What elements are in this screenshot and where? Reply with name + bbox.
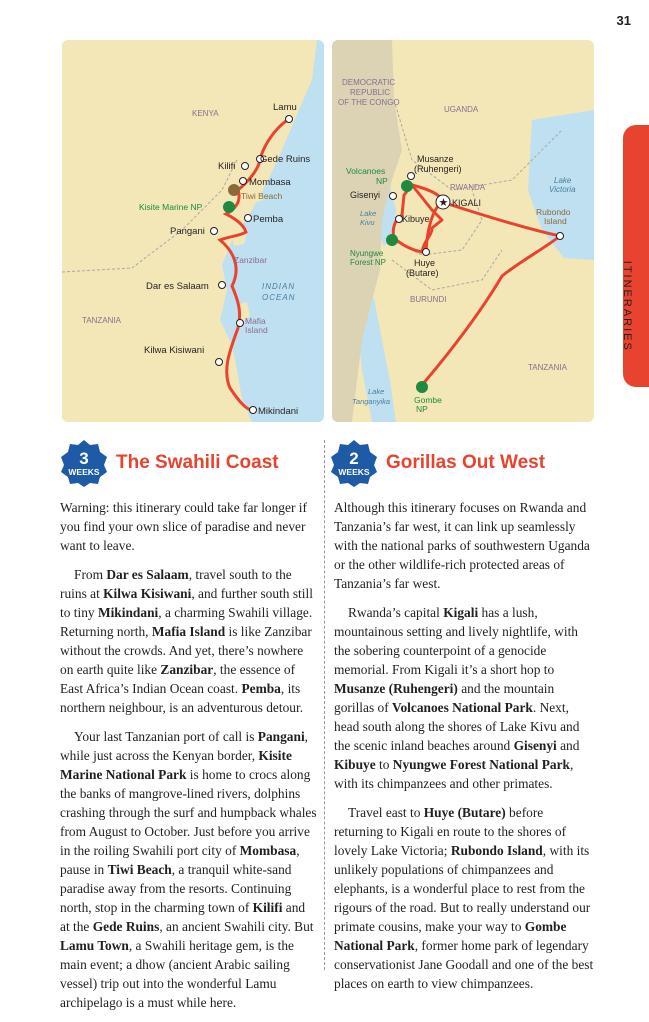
place-name: Rubondo Island	[450, 843, 543, 858]
map-label-drc-3: OF THE CONGO	[338, 98, 400, 107]
map-label-victoria-2: Victoria	[549, 185, 576, 194]
page-number: 31	[616, 13, 631, 28]
map-label-huye-1: Huye	[414, 258, 436, 268]
place-name: Kilifi	[252, 900, 283, 915]
text-run: is like Zanzibar without the crowds. And yet, there’s nowhere on earth quite like	[60, 624, 312, 677]
place-name: Kilwa Kisiwani	[103, 586, 192, 601]
map-label-uganda: UGANDA	[444, 105, 479, 114]
map-label-nyungwe-1: Nyungwe	[350, 249, 384, 258]
map-label-kivu-2: Kivu	[360, 218, 375, 227]
map-label-kigali: KIGALI	[452, 198, 482, 208]
place-name: Mafia Island	[151, 624, 226, 639]
gorillas-map	[332, 40, 594, 422]
swahili-coast-map	[62, 40, 324, 422]
map-label-tanzania: TANZANIA	[82, 316, 121, 325]
map-label-lamu: Lamu	[273, 102, 297, 113]
map-label-musanze-2: (Ruhengeri)	[414, 164, 462, 174]
svg-text:★: ★	[438, 197, 449, 209]
text-run: , with its chimpanzees and other primates.	[334, 757, 574, 791]
map-label-drc-1: DEMOCRATIC	[342, 78, 396, 87]
map-label-gede: Gede Ruins	[260, 154, 311, 165]
map-label-gombe-2: NP	[416, 404, 428, 414]
paragraph	[334, 803, 594, 993]
place-name: Gisenyi	[513, 738, 557, 753]
map-label-ocean-1: INDIAN	[262, 282, 296, 291]
section-tab-label	[607, 135, 633, 385]
place-name: Tiwi Beach	[107, 862, 172, 877]
text-run: before returning to Kigali en route to the shores of lovely Lake Victoria;	[334, 805, 567, 858]
place-name: Pangani	[257, 729, 305, 744]
swahili-heading	[60, 441, 279, 485]
map-label-zanzibar: Zanzibar	[234, 255, 268, 265]
place-name: Lamu Town	[60, 938, 129, 953]
map-label-tang-2: Tanganyika	[352, 397, 391, 406]
section-tab-strong: PLAN YOUR TRIP	[621, 135, 633, 256]
map-label-tang-1: Lake	[368, 387, 385, 396]
place-name: Mikindani	[97, 605, 159, 620]
paragraph	[334, 498, 594, 593]
text-run: , the essence of East Africa’s Indian Ocean coast.	[60, 662, 296, 696]
place-name: Gombe National Park	[334, 919, 567, 953]
map-label-mikindani: Mikindani	[258, 406, 299, 417]
map-label-volcanoes-2: NP	[376, 176, 388, 186]
text-run: From	[74, 567, 107, 582]
map-label-mafia-1: Mafia	[245, 316, 266, 326]
badge-unit: WEEKS	[338, 467, 370, 477]
place-name: Dar es Salaam	[106, 567, 189, 582]
text-run: has a lush, mountainous setting and lively nightlife, with the sobering counterpoint of a genocide memorial. From Kigali it’s a short hop to	[334, 605, 578, 677]
text-run: and	[556, 738, 580, 753]
map-label-musanze-1: Musanze	[417, 154, 454, 164]
map-label-gombe-1: Gombe	[414, 395, 442, 405]
map-label-rwanda: RWANDA	[450, 183, 486, 192]
map-label-rubondo-1: Rubondo	[536, 207, 571, 217]
text-run: and the mountain gorillas of	[334, 681, 555, 715]
map-label-pemba: Pemba	[253, 214, 284, 225]
text-run: , an ancient Swahili city. But	[159, 919, 314, 934]
column-divider	[324, 440, 325, 970]
paragraph	[60, 727, 318, 1012]
duration-badge	[60, 439, 108, 487]
map-label-kilifi: Kilifi	[218, 161, 236, 172]
place-name: Kisite Marine National Park	[60, 748, 292, 782]
text-run: to	[375, 757, 393, 772]
section-tab-rest: ITINERARIES	[621, 260, 633, 352]
map-label-tanzania-r: TANZANIA	[528, 363, 567, 372]
gorillas-body	[334, 498, 594, 1003]
map-label-drc-2: REPUBLIC	[350, 88, 391, 97]
text-run: , a charming Swahili village. Returning north,	[60, 605, 313, 639]
text-run: , pause in	[60, 843, 300, 877]
map-label-mombasa: Mombasa	[249, 177, 291, 188]
map-label-nyungwe-2: Forest NP	[350, 258, 387, 267]
text-run: , while just across the Kenyan border,	[60, 729, 309, 763]
map-label-burundi: BURUNDI	[410, 295, 447, 304]
text-run: . Next, head south along the shores of Lake Kivu and the scenic inland beaches around	[334, 700, 580, 753]
text-run: , travel south to the ruins at	[60, 567, 292, 601]
place-name: Kigali	[443, 605, 479, 620]
map-label-huye-2: (Butare)	[406, 268, 439, 278]
text-run: , former home park of legendary conservationist Jane Goodall and one of the best places on earth to view chimpanzees.	[334, 938, 594, 991]
text-run: , its northern neighbour, is an adventurous detour.	[60, 681, 304, 715]
map-label-kibuye: Kibuye	[402, 214, 430, 224]
map-label-victoria-1: Lake	[554, 176, 572, 185]
paragraph	[60, 498, 318, 555]
text-run: is home to crocs along the banks of mangrove-lined rivers, dolphins crashing through the surf and humpback whales from August to October. Just before you arrive in the roiling Swahili port city of	[60, 767, 317, 858]
map-label-kenya: KENYA	[192, 109, 219, 118]
place-name: Mombasa	[239, 843, 297, 858]
place-name: Musanze (Ruhengeri)	[334, 681, 458, 696]
place-name: Volcanoes National Park	[392, 700, 533, 715]
map-label-mafia-2: Island	[245, 325, 268, 335]
text-run: , a Swahili heritage gem, is the main event; a dhow (ancient Arabic sailing vessel) trip out into the wonderful Lamu archipelago is a must while here.	[60, 938, 294, 1010]
text-run: , a tranquil white-sand paradise away from the resorts. Continuing north, stop in the charming town of	[60, 862, 292, 915]
text-run: and at the	[60, 900, 306, 934]
map-label-volcanoes-1: Volcanoes	[346, 166, 386, 176]
place-name: Gede Ruins	[92, 919, 160, 934]
text-run: , and further south still to tiny	[60, 586, 313, 620]
swahili-body	[60, 498, 318, 1022]
badge-unit: WEEKS	[68, 467, 100, 477]
text-run: Warning: this itinerary could take far longer if you find your own slice of paradise and never want to leave.	[60, 500, 307, 553]
section-title: Gorillas Out West	[386, 452, 546, 473]
map-label-ocean-2: OCEAN	[262, 293, 296, 302]
section-title: The Swahili Coast	[116, 452, 279, 473]
paragraph	[334, 603, 594, 793]
place-name: Kibuye	[334, 757, 376, 772]
map-label-gisenyi: Gisenyi	[350, 190, 381, 200]
paragraph	[60, 565, 318, 717]
text-run: Rwanda’s capital	[348, 605, 444, 620]
place-name: Nyungwe Forest National Park	[392, 757, 570, 772]
place-name: Zanzibar	[160, 662, 214, 677]
map-label-kisite: Kisite Marine NP	[139, 202, 203, 212]
gorillas-heading	[330, 441, 545, 485]
text-run: Travel east to	[348, 805, 424, 820]
map-label-kilwa: Kilwa Kisiwani	[144, 345, 205, 356]
place-name: Pemba	[241, 681, 281, 696]
map-label-pangani: Pangani	[170, 226, 205, 237]
badge-number: 3	[79, 449, 89, 468]
text-run: Although this itinerary focuses on Rwanda and Tanzania’s far west, it can link up seamlessly with the national parks of southwestern Uganda or the other wildlife-rich protected areas of Tanzania’s far west.	[334, 500, 590, 591]
map-label-tiwi: Tiwi Beach	[241, 191, 283, 201]
text-run: Your last Tanzanian port of call is	[74, 729, 258, 744]
map-label-dar: Dar es Salaam	[146, 281, 209, 292]
place-name: Huye (Butare)	[423, 805, 506, 820]
badge-number: 2	[349, 449, 359, 468]
map-label-kivu-1: Lake	[360, 209, 377, 218]
duration-badge	[330, 439, 378, 487]
map-label-rubondo-2: Island	[544, 216, 567, 226]
text-run: , with its unlikely populations of chimpanzees and elephants, is a wonderful place to rest from the rigours of the road. But to really understand our primate cousins, make your way to	[334, 843, 591, 934]
